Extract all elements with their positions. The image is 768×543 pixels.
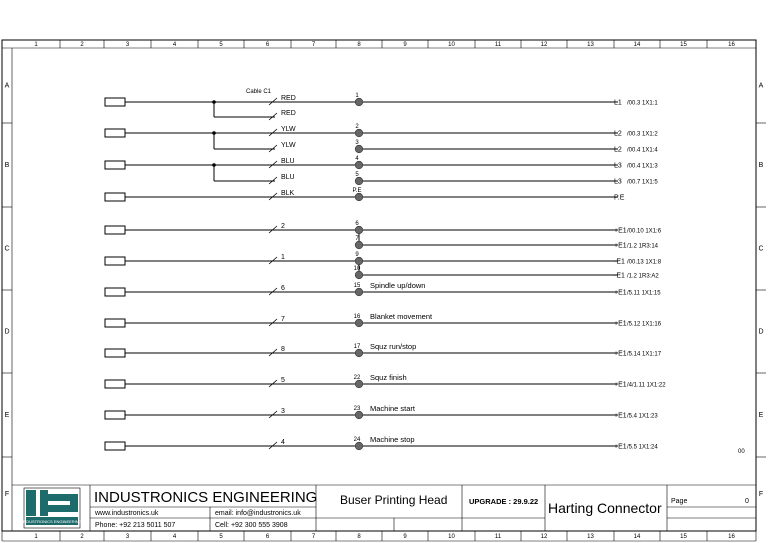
terminal-number: 15 [353, 283, 361, 289]
column-number-top: 12 [540, 42, 548, 48]
column-number-top: 5 [219, 42, 223, 48]
terminal-number: 17 [353, 344, 361, 350]
circuit-line [105, 252, 662, 266]
column-number-top: 7 [311, 42, 316, 48]
column-number-top: 3 [125, 42, 130, 48]
row-letter-left: C [4, 245, 10, 253]
row-letter-right: B [758, 162, 764, 169]
column-number-bottom: 13 [587, 534, 594, 540]
terminal-number: 4 [355, 156, 359, 162]
sheet-number: 00 [738, 449, 745, 455]
terminal-symbol [355, 145, 363, 153]
cross-reference: /00.7 1X1:5 [627, 179, 658, 186]
terminal-number: 2 [355, 124, 359, 130]
signal-description: Blanket movement [370, 312, 433, 321]
column-number-bottom: 10 [448, 534, 455, 540]
cross-reference: /00.10 1X1:6 [627, 228, 662, 235]
signal-description: Machine start [370, 404, 416, 413]
connector-title: Harting Connector [548, 500, 662, 516]
signal-name: +E1 [614, 443, 627, 451]
company-email: email: info@industronics.uk [215, 510, 301, 517]
terminal-symbol [355, 226, 363, 234]
signal-name: +E1 [614, 320, 627, 328]
circuit-line [105, 281, 661, 297]
fuse-symbol [105, 129, 125, 137]
signal-description: Squz finish [370, 373, 407, 382]
signal-name: +E1 [614, 381, 627, 389]
terminal-symbol [355, 98, 363, 106]
wire-label: 7 [281, 316, 285, 323]
terminal-symbol [355, 288, 363, 296]
cross-reference: /00.4 1X1:3 [627, 163, 658, 170]
cross-reference: /00.3 1X1:2 [627, 131, 658, 138]
row-letter-left: D [4, 328, 10, 336]
wire-label: 2 [281, 223, 285, 230]
signal-name: L2 [614, 146, 622, 154]
terminal-symbol [355, 319, 363, 327]
fuse-symbol [105, 193, 125, 201]
terminal-symbol [355, 177, 363, 185]
terminal-number: 5 [355, 172, 359, 178]
signal-description: Machine stop [370, 435, 415, 444]
terminal-number: 3 [355, 140, 359, 146]
fuse-symbol [105, 98, 125, 106]
terminal-number: 16 [353, 314, 361, 320]
logo-caption: INDUSTRONICS ENGINEERING [22, 519, 82, 524]
page-label: Page [671, 498, 688, 505]
fuse-symbol [105, 319, 125, 327]
cross-reference: /1.2 1R3:A2 [627, 273, 659, 280]
wire-label: 3 [281, 408, 285, 415]
circuit-line [105, 93, 658, 107]
wire-label: 6 [281, 285, 285, 292]
signal-name: +E1 [614, 412, 627, 420]
wire-label: 5 [281, 377, 285, 384]
circuit-line [105, 312, 662, 328]
company-logo [22, 488, 82, 528]
column-number-bottom: 8 [357, 534, 361, 540]
column-number-top: 14 [633, 42, 641, 48]
circuit-line [269, 110, 296, 120]
circuit-line [269, 140, 658, 154]
cable-label: Cable C1 [246, 89, 272, 95]
row-letter-right: A [758, 82, 764, 90]
wire-label: RED [281, 110, 296, 117]
terminal-symbol [355, 349, 363, 357]
cross-reference: /5.12 1X1:16 [627, 321, 662, 328]
column-number-top: 15 [680, 42, 687, 48]
column-number-bottom: 3 [125, 534, 130, 540]
circuit-line [105, 124, 658, 138]
signal-name: +E1 [614, 350, 627, 358]
circuit-line [105, 156, 658, 170]
terminal-symbol [355, 411, 363, 419]
cross-reference: /5.14 1X1:17 [627, 351, 662, 358]
signal-name: L3 [614, 178, 622, 186]
circuit-line [105, 404, 658, 420]
row-letter-left: A [4, 82, 10, 90]
column-number-top: 8 [357, 42, 361, 48]
circuit-line [105, 373, 666, 389]
terminal-symbol [355, 129, 363, 137]
fuse-symbol [105, 349, 125, 357]
terminal-symbol [355, 271, 363, 279]
column-number-bottom: 12 [540, 534, 548, 540]
column-number-top: 13 [587, 42, 594, 48]
fuse-symbol [105, 288, 125, 296]
cross-reference: /00.4 1X1:4 [627, 147, 658, 154]
row-letter-right: C [758, 245, 764, 253]
circuit-line [105, 342, 662, 358]
wire-label: YLW [281, 142, 296, 149]
terminal-number: 10 [353, 266, 361, 272]
cross-reference: /5.11 1X1:15 [627, 290, 661, 297]
column-number-top: 10 [448, 42, 455, 48]
company-phone: Phone: +92 213 5011 507 [95, 522, 176, 529]
fuse-symbol [105, 226, 125, 234]
row-letter-right: F [758, 491, 764, 498]
terminal-symbol [355, 193, 363, 201]
circuit-line [354, 266, 660, 280]
row-ruler-right [756, 83, 766, 499]
terminal-number: 23 [353, 406, 361, 412]
signal-name: -E1 [614, 272, 625, 280]
signal-name: +E1 [614, 227, 627, 235]
wire-label: BLK [281, 190, 295, 197]
column-ruler-top [34, 40, 735, 48]
project-title: Buser Printing Head [340, 493, 448, 507]
column-number-top: 6 [265, 42, 270, 48]
signal-name: -E1 [614, 258, 625, 266]
column-number-bottom: 9 [403, 534, 407, 540]
circuit-line [105, 435, 658, 451]
terminal-symbol [355, 257, 363, 265]
column-number-top: 2 [80, 42, 84, 48]
column-number-top: 4 [172, 42, 177, 48]
column-number-bottom: 11 [494, 534, 502, 540]
column-number-bottom: 15 [680, 534, 687, 540]
row-letter-left: B [4, 162, 10, 169]
terminal-number: 7 [355, 236, 359, 242]
terminal-number: P.E [352, 188, 362, 194]
terminal-symbol [355, 442, 363, 450]
fuse-symbol [105, 257, 125, 265]
terminal-number: 9 [355, 252, 359, 258]
terminal-number: 24 [353, 437, 361, 443]
terminal-number: 1 [355, 93, 359, 99]
signal-name: L2 [614, 130, 622, 138]
column-number-bottom: 2 [80, 534, 84, 540]
signal-name: L3 [614, 162, 622, 170]
signal-description: Squz run/stop [370, 342, 417, 351]
fuse-symbol [105, 380, 125, 388]
wire-label: 1 [281, 254, 285, 261]
column-number-bottom: 14 [633, 534, 641, 540]
terminal-number: 22 [353, 375, 361, 381]
upgrade-date: UPGRADE : 29.9.22 [469, 497, 539, 506]
cross-reference: /00.3 1X1:1 [627, 100, 658, 107]
signal-name: +E1 [614, 242, 627, 250]
row-letter-right: D [758, 328, 764, 336]
circuit-lines [105, 93, 666, 451]
cross-reference: /00.13 1X1:8 [627, 259, 662, 266]
wire-label: RED [281, 95, 296, 102]
column-number-bottom: 5 [219, 534, 223, 540]
row-letter-right: E [758, 412, 764, 419]
company-website: www.industronics.uk [95, 510, 159, 517]
wire-label: 8 [281, 346, 285, 353]
title-block [12, 485, 756, 531]
terminal-symbol [355, 380, 363, 388]
circuit-line [269, 172, 658, 186]
company-name: INDUSTRONICS ENGINEERING [94, 489, 318, 506]
column-number-top: 9 [403, 42, 407, 48]
signal-name: P.E [614, 194, 625, 202]
column-number-bottom: 6 [265, 534, 270, 540]
signal-description: Spindle up/down [370, 281, 426, 290]
signal-name: L1 [614, 99, 622, 107]
column-number-bottom: 1 [34, 534, 38, 540]
row-ruler-left [2, 83, 12, 499]
page-number: 0 [745, 498, 749, 505]
column-number-top: 16 [728, 42, 735, 48]
fuse-symbol [105, 161, 125, 169]
terminal-number: 6 [355, 221, 359, 227]
column-number-bottom: 4 [172, 534, 177, 540]
wire-label: YLW [281, 126, 296, 133]
column-number-top: 11 [494, 42, 502, 48]
signal-name: +E1 [614, 289, 627, 297]
fuse-symbol [105, 411, 125, 419]
cross-reference: /5.5 1X1:24 [627, 444, 658, 451]
column-number-top: 1 [34, 42, 38, 48]
cross-reference: /4/1.11 1X1:22 [627, 382, 666, 389]
row-letter-left: F [4, 491, 10, 498]
terminal-symbol [355, 161, 363, 169]
cross-reference: /5.4 1X1:23 [627, 413, 658, 420]
wire-label: 4 [281, 439, 285, 446]
column-ruler-bottom [34, 531, 735, 541]
column-number-bottom: 7 [311, 534, 316, 540]
row-letter-left: E [4, 412, 10, 419]
column-number-bottom: 16 [728, 534, 735, 540]
circuit-line [105, 188, 625, 202]
terminal-symbol [355, 241, 363, 249]
circuit-line [355, 236, 658, 250]
wire-label: BLU [281, 158, 295, 165]
cross-reference: /1.2 1R3:14 [627, 243, 659, 250]
company-cell: Cell: +92 300 555 3908 [215, 522, 288, 529]
fuse-symbol [105, 442, 125, 450]
circuit-line [105, 221, 662, 235]
wire-label: BLU [281, 174, 295, 181]
